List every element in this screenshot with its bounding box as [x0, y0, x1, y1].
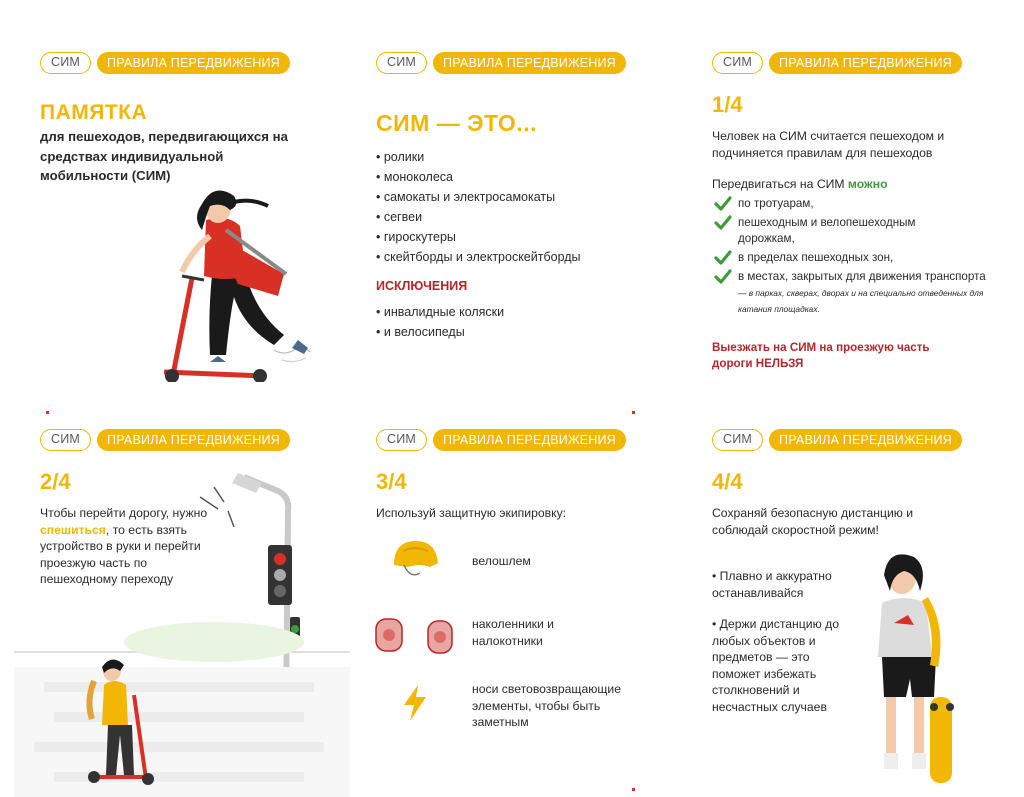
- list-item: • ролики: [376, 147, 581, 167]
- crossing-illustration: [14, 467, 350, 797]
- allowed-list: [714, 196, 994, 320]
- tag-sim: СИМ: [40, 429, 91, 451]
- tags: [40, 429, 290, 451]
- checkmark-icon: [714, 196, 732, 212]
- tag-rules: ПРАВИЛА ПЕРЕДВИЖЕНИЯ: [97, 52, 290, 74]
- list-item: • самокаты и электросамокаты: [376, 187, 581, 207]
- crossing-text: Чтобы перейти дорогу, нужно спешиться, то есть взять устройство в руки и перейти проезжую часть по пешеходному переходу: [40, 506, 208, 586]
- corner-mark: [632, 411, 635, 414]
- checkmark-icon: [714, 269, 732, 285]
- bullet-stop: • Плавно и аккуратно останавливайся: [712, 569, 832, 600]
- tag-rules: ПРАВИЛА ПЕРЕДВИЖЕНИЯ: [433, 52, 626, 74]
- card-rule-1: [686, 40, 1022, 420]
- card-rule-4: [686, 417, 1022, 797]
- rule-number: 3/4: [376, 469, 407, 494]
- exceptions-list: [376, 302, 504, 342]
- list-item: • сегвеи: [376, 207, 581, 227]
- places-note: — в парках, скверах, дворах и на специально отведенных для катания площадках.: [738, 288, 984, 314]
- checkmark-icon: [714, 250, 732, 266]
- list-item: • и велосипеды: [376, 322, 504, 342]
- list-item: в местах, закрытых для движения транспорта — в парках, скверах, дворах и на специально отведенных для катания площадках.: [714, 269, 994, 317]
- tag-rules: ПРАВИЛА ПЕРЕДВИЖЕНИЯ: [769, 52, 962, 74]
- list-item: пешеходным и велопешеходным дорожкам,: [714, 215, 994, 247]
- tags: [376, 429, 626, 451]
- allowed-prefix: Передвигаться на СИМ: [712, 177, 845, 191]
- card-sim-definition: [350, 40, 686, 420]
- lightning-icon: [400, 683, 430, 723]
- equipment-label: наколенники и налокотники: [472, 617, 554, 648]
- warning-text: Выезжать на СИМ на проезжую часть дороги НЕЛЬЗЯ: [712, 341, 930, 370]
- list-item: • моноколеса: [376, 167, 581, 187]
- tag-sim: СИМ: [40, 52, 91, 74]
- equipment-intro: Используй защитную экипировку:: [376, 506, 567, 520]
- sim-list: [376, 147, 581, 267]
- knee-pads-icon: [372, 615, 456, 657]
- memo-subtitle: для пешеходов, передвигающихся на средствах индивидуальной мобильности (СИМ): [40, 129, 288, 183]
- list-item: • инвалидные коляски: [376, 302, 504, 322]
- tag-sim: СИМ: [712, 52, 763, 74]
- rule-intro: Человек на СИМ считается пешеходом и подчиняется правилам для пешеходов: [712, 129, 945, 160]
- bullet-distance: • Держи дистанцию до любых объектов и предметов — это поможет избежать столкновений и несчастных случаев: [712, 617, 839, 714]
- tag-sim: СИМ: [376, 52, 427, 74]
- exceptions-title: ИСКЛЮЧЕНИЯ: [376, 279, 468, 293]
- distance-intro: Сохраняй безопасную дистанцию и соблюдай скоростной режим!: [712, 506, 914, 537]
- tags: [376, 52, 626, 74]
- card-rule-2: [14, 417, 350, 797]
- corner-mark: [632, 788, 635, 791]
- tags: [712, 429, 962, 451]
- skater-illustration: [872, 547, 972, 787]
- list-item: • скейтборды и электроскейтборды: [376, 247, 581, 267]
- allowed-heading: [712, 176, 888, 193]
- list-item: в пределах пешеходных зон,: [714, 250, 994, 266]
- equipment-label: носи световозвращающие элементы, чтобы быть заметным: [472, 682, 621, 729]
- checkmark-icon: [714, 215, 732, 231]
- girl-on-scooter-illustration: [154, 190, 350, 382]
- card-memo: [14, 40, 350, 420]
- tag-rules: ПРАВИЛА ПЕРЕДВИЖЕНИЯ: [97, 429, 290, 451]
- card-rule-3: [350, 417, 686, 797]
- tag-rules: ПРАВИЛА ПЕРЕДВИЖЕНИЯ: [433, 429, 626, 451]
- corner-mark: [46, 411, 49, 414]
- rule-number: 4/4: [712, 469, 743, 494]
- helmet-icon: [390, 537, 440, 581]
- tag-rules: ПРАВИЛА ПЕРЕДВИЖЕНИЯ: [769, 429, 962, 451]
- rule-number: 2/4: [40, 469, 71, 494]
- list-item: • гироскутеры: [376, 227, 581, 247]
- memo-title: ПАМЯТКА: [40, 101, 148, 124]
- equipment-label: велошлем: [472, 554, 531, 568]
- tags: [40, 52, 290, 74]
- dismount-word: спешиться: [40, 522, 106, 537]
- rule-number: 1/4: [712, 92, 743, 117]
- allowed-word: можно: [847, 177, 888, 191]
- tags: [712, 52, 962, 74]
- list-item: по тротуарам,: [714, 196, 994, 212]
- tag-sim: СИМ: [712, 429, 763, 451]
- tag-sim: СИМ: [376, 429, 427, 451]
- sim-title: СИМ — ЭТО...: [376, 110, 537, 136]
